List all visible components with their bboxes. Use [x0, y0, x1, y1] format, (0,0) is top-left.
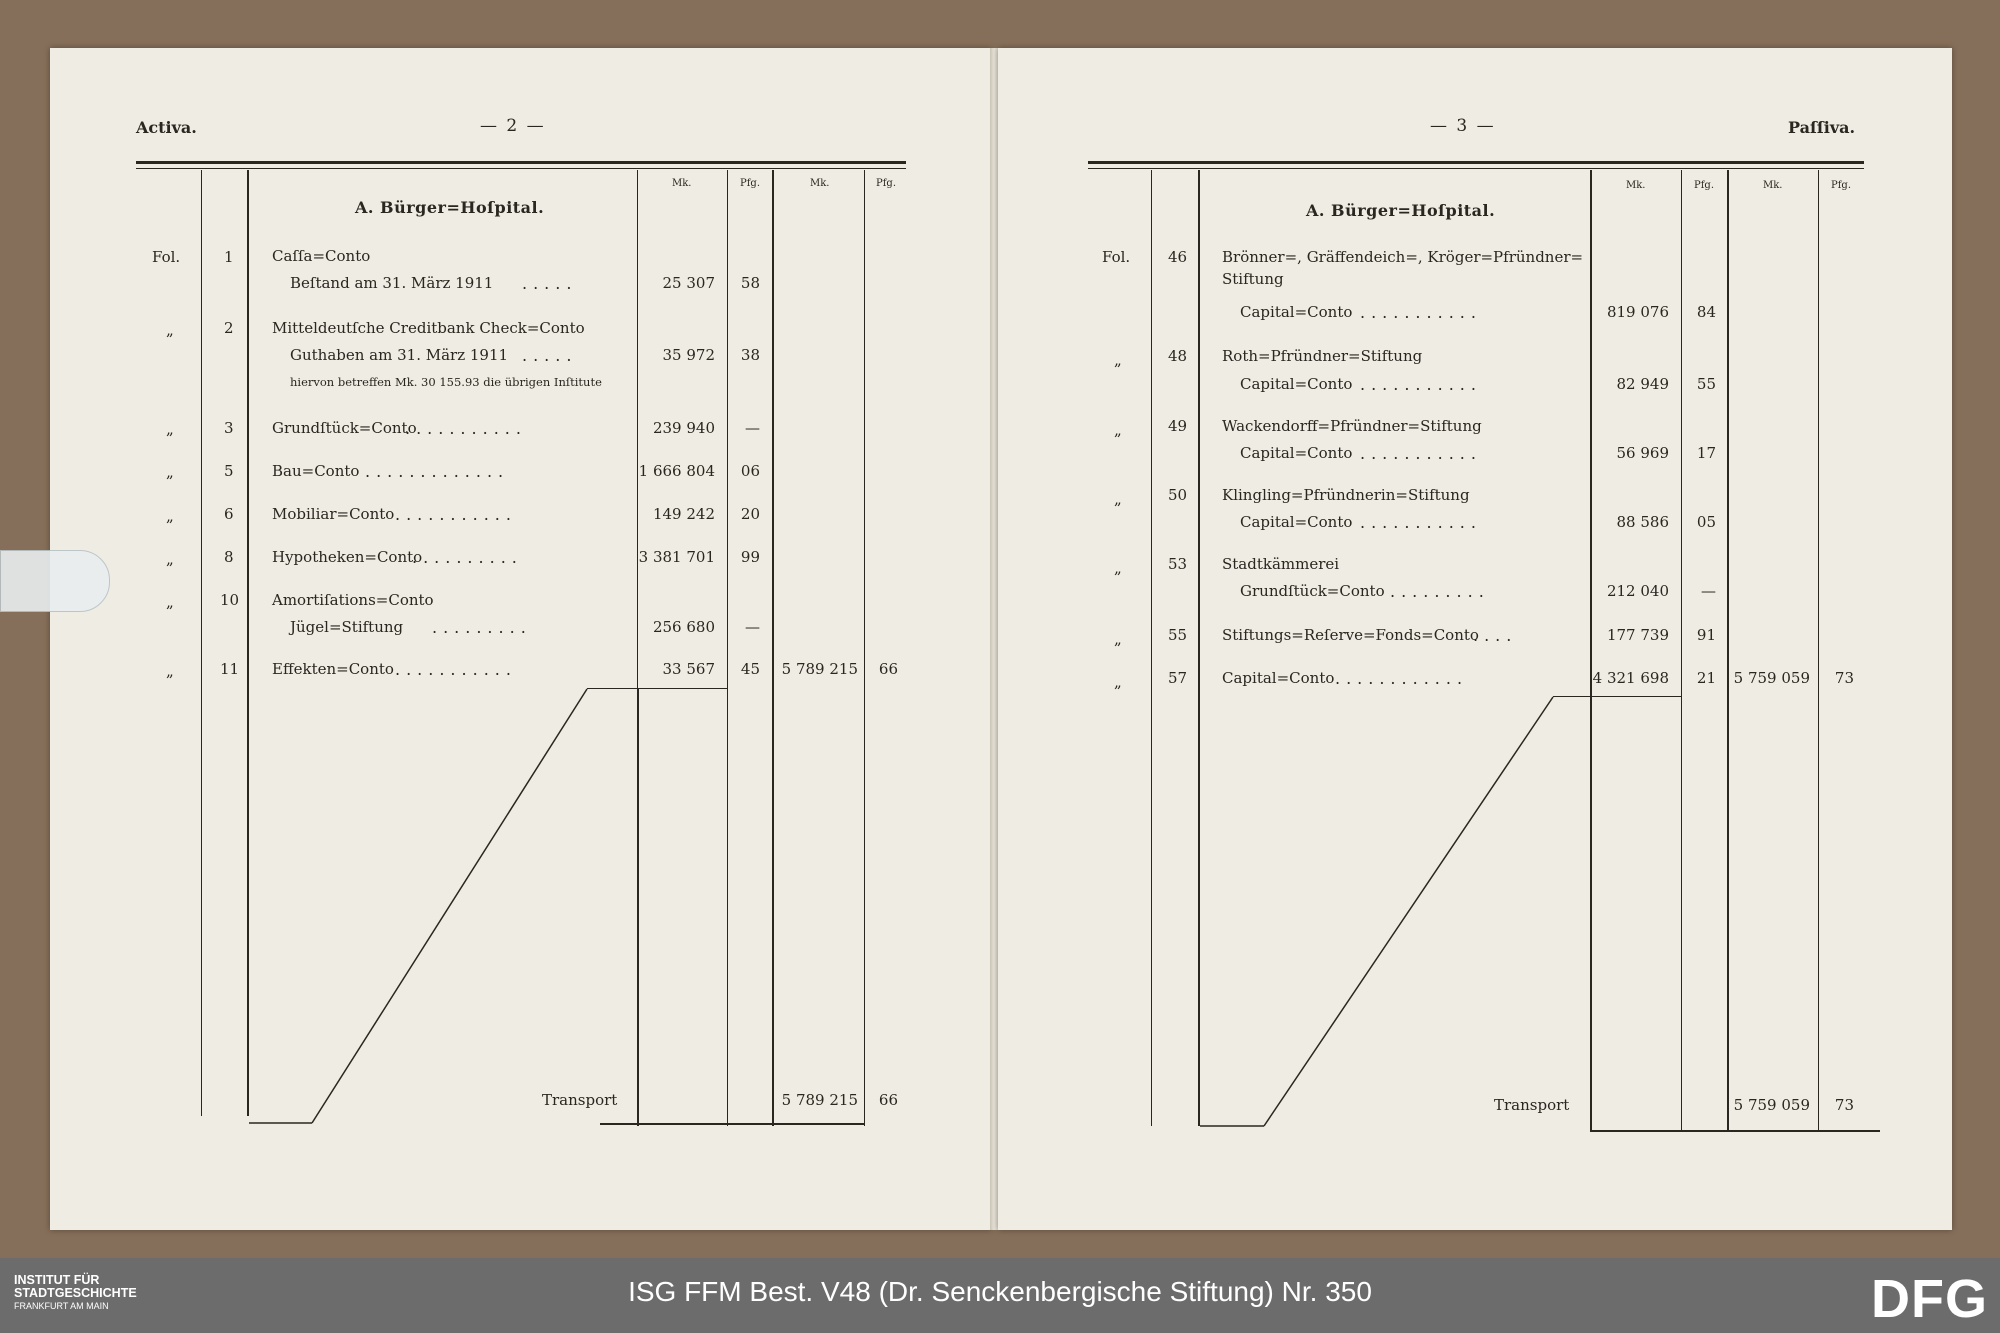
amount-mk: 177 739 [1606, 626, 1669, 644]
entry-title: Capital=Conto [1222, 669, 1335, 687]
col-rule-pfg [1681, 170, 1682, 1130]
transport-mk: 5 759 059 [1733, 1096, 1810, 1114]
ditto-mark: „ [1114, 673, 1122, 691]
amount-pfg: 38 [740, 346, 760, 364]
col-rule-mk [1590, 170, 1592, 1130]
entry-number: 46 [1168, 248, 1188, 266]
leader-dots: ........... [1360, 513, 1482, 532]
leader-dots: ............ [1335, 669, 1469, 688]
entry-subtitle: Capital=Conto [1240, 444, 1353, 462]
ditto-mark: „ [166, 550, 174, 568]
entry-title: Amortiſations=Conto [272, 591, 434, 609]
col-head-mk: Mk. [1626, 180, 1646, 191]
col-head-mk: Mk. [672, 178, 692, 189]
entry-title: Roth=Pfründner=Stiftung [1222, 347, 1423, 365]
entry-note: hiervon betreffen Mk. 30 155.93 die übrigen Inſtitute [290, 375, 602, 389]
transport-label: Transport [1494, 1096, 1570, 1114]
entry-number: 50 [1168, 486, 1188, 504]
leader-dots: ........... [1360, 375, 1482, 394]
transport-mk: 5 789 215 [781, 1091, 858, 1109]
cancel-stroke [247, 688, 592, 1128]
entry-subtitle: Grundſtück=Conto [1240, 582, 1385, 600]
entry-title: Caſſa=Conto [272, 247, 371, 265]
dfg-logo: DFG [1871, 1269, 1988, 1329]
amount-mk: 212 040 [1606, 582, 1669, 600]
amount-pfg: — [745, 419, 760, 437]
entry-subtitle: Beſtand am 31. März 1911 [290, 274, 494, 292]
entry-title: Bau=Conto [272, 462, 360, 480]
amount-pfg: 21 [1696, 669, 1716, 687]
subtotal-rule [1553, 696, 1681, 697]
header-rule-left [136, 161, 906, 169]
col-rule-fol [1151, 170, 1152, 1126]
ditto-mark: „ [1114, 421, 1122, 439]
entry-subtitle: Capital=Conto [1240, 375, 1353, 393]
entry-title: Brönner=, Gräffendeich=, Kröger=Pfründner= [1222, 248, 1584, 266]
transport-pfg: 66 [878, 1091, 898, 1109]
leader-dots: ........... [395, 660, 517, 679]
entry-number: 49 [1168, 417, 1188, 435]
col-head-mk2: Mk. [1763, 180, 1783, 191]
leader-dots: .......... [412, 548, 523, 567]
col-rule-pfg2 [1818, 170, 1819, 1130]
side-label-passiva: Paſſiva. [1788, 118, 1856, 137]
amount-pfg: 84 [1696, 303, 1716, 321]
amount-pfg: 17 [1696, 444, 1716, 462]
total-mk: 5 759 059 [1733, 669, 1810, 687]
amount-mk: 82 949 [1616, 375, 1669, 393]
leader-dots: ........... [1360, 303, 1482, 322]
ditto-mark: „ [166, 463, 174, 481]
header-rule-right [1088, 161, 1864, 169]
col-head-pfg: Pfg. [1694, 180, 1715, 191]
cancel-stroke [1198, 696, 1558, 1132]
transport-pfg: 73 [1834, 1096, 1854, 1114]
transport-label: Transport [542, 1091, 618, 1109]
plastic-page-clip [0, 550, 110, 612]
amount-pfg: 99 [740, 548, 760, 566]
leader-dots: ..... [522, 274, 578, 293]
entry-number: 10 [220, 591, 240, 609]
entry-title: Hypotheken=Conto [272, 548, 423, 566]
amount-pfg: 06 [740, 462, 760, 480]
leader-dots: ..... [522, 346, 578, 365]
ditto-mark: „ [166, 321, 174, 339]
entry-number: 2 [224, 319, 234, 337]
entry-number: 1 [224, 248, 234, 266]
entry-number: 11 [220, 660, 240, 678]
amount-pfg: 45 [740, 660, 760, 678]
ditto-mark: „ [166, 593, 174, 611]
amount-mk: 819 076 [1606, 303, 1669, 321]
col-rule-mk-lower [637, 688, 639, 1126]
amount-mk: 1 666 804 [638, 462, 715, 480]
archive-footer [0, 1258, 2000, 1333]
entry-subtitle: Capital=Conto [1240, 513, 1353, 531]
page-number-right: — 3 — [1430, 116, 1496, 136]
amount-pfg: — [1701, 582, 1716, 600]
entry-title: Stadtkämmerei [1222, 555, 1340, 573]
total-pfg: 66 [878, 660, 898, 678]
entry-title: Mobiliar=Conto [272, 505, 395, 523]
col-rule-mk2 [1727, 170, 1729, 1130]
col-head-pfg2: Pfg. [876, 178, 897, 189]
col-rule-pfg2 [864, 170, 865, 1126]
institute-line1: INSTITUT FÜR [14, 1273, 100, 1287]
entry-number: 55 [1168, 626, 1188, 644]
page-number-left: — 2 — [480, 116, 546, 136]
ditto-mark: „ [166, 507, 174, 525]
transport-rule [600, 1123, 865, 1125]
amount-pfg: 20 [740, 505, 760, 523]
leader-dots: ........... [405, 419, 527, 438]
amount-mk: 35 972 [662, 346, 715, 364]
entry-number: 53 [1168, 555, 1188, 573]
col-rule-fol [201, 170, 202, 1116]
entry-number: 48 [1168, 347, 1188, 365]
leader-dots: ............. [365, 462, 510, 481]
amount-mk: 239 940 [652, 419, 715, 437]
subtotal-rule [587, 688, 727, 689]
total-mk: 5 789 215 [781, 660, 858, 678]
amount-mk: 4 321 698 [1592, 669, 1669, 687]
ditto-mark: „ [1114, 630, 1122, 648]
entry-title: Effekten=Conto [272, 660, 394, 678]
archive-caption: ISG FFM Best. V48 (Dr. Senckenbergische Stiftung) Nr. 350 [628, 1276, 1372, 1307]
entry-title: Klingling=Pfründnerin=Stiftung [1222, 486, 1470, 504]
fol-label: Fol. [1102, 248, 1131, 266]
amount-mk: 256 680 [652, 618, 715, 636]
ditto-mark: „ [166, 420, 174, 438]
entry-subtitle: Capital=Conto [1240, 303, 1353, 321]
amount-mk: 149 242 [652, 505, 715, 523]
entry-title: Mitteldeutſche Creditbank Check=Conto [272, 319, 585, 337]
leader-dots: ......... [1390, 582, 1490, 601]
institute-line2: STADTGESCHICHTE [14, 1286, 137, 1300]
entry-number: 3 [224, 419, 234, 437]
total-pfg: 73 [1834, 669, 1854, 687]
amount-pfg: 91 [1696, 626, 1716, 644]
col-rule-mk2 [772, 170, 774, 1126]
entry-number: 57 [1168, 669, 1188, 687]
leader-dots: ........... [395, 505, 517, 524]
entry-title: Stiftungs=Reſerve=Fonds=Conto [1222, 626, 1479, 644]
entry-number: 6 [224, 505, 234, 523]
leader-dots: ......... [432, 618, 532, 637]
col-rule-mk [637, 170, 638, 732]
amount-pfg: 58 [740, 274, 760, 292]
amount-mk: 25 307 [662, 274, 715, 292]
entry-subtitle: Guthaben am 31. März 1911 [290, 346, 509, 364]
col-head-pfg: Pfg. [740, 178, 761, 189]
amount-mk: 56 969 [1616, 444, 1669, 462]
entry-number: 5 [224, 462, 234, 480]
entry-number: 8 [224, 548, 234, 566]
ditto-mark: „ [1114, 490, 1122, 508]
entry-title: Grundſtück=Conto [272, 419, 417, 437]
amount-pfg: — [745, 618, 760, 636]
entry-title-cont: Stiftung [1222, 270, 1284, 288]
col-rule-pfg [727, 170, 728, 1126]
section-title-right: A. Bürger=Hoſpital. [1306, 201, 1496, 220]
amount-mk: 33 567 [662, 660, 715, 678]
section-title-left: A. Bürger=Hoſpital. [355, 198, 545, 217]
entry-title: Wackendorff=Pfründner=Stiftung [1222, 417, 1482, 435]
col-head-mk2: Mk. [810, 178, 830, 189]
side-label-activa: Activa. [136, 118, 197, 137]
amount-mk: 88 586 [1616, 513, 1669, 531]
leader-dots: ........... [1360, 444, 1482, 463]
col-head-pfg2: Pfg. [1831, 180, 1852, 191]
amount-pfg: 55 [1696, 375, 1716, 393]
ditto-mark: „ [166, 662, 174, 680]
ditto-mark: „ [1114, 559, 1122, 577]
amount-mk: 3 381 701 [638, 548, 715, 566]
page-left [50, 48, 992, 1230]
transport-rule [1590, 1130, 1880, 1132]
institute-line3: FRANKFURT AM MAIN [14, 1301, 109, 1311]
leader-dots: .... [1473, 626, 1518, 645]
fol-label: Fol. [152, 248, 181, 266]
amount-pfg: 05 [1696, 513, 1716, 531]
ditto-mark: „ [1114, 351, 1122, 369]
entry-subtitle: Jügel=Stiftung [290, 618, 404, 636]
page-right [998, 48, 1952, 1230]
